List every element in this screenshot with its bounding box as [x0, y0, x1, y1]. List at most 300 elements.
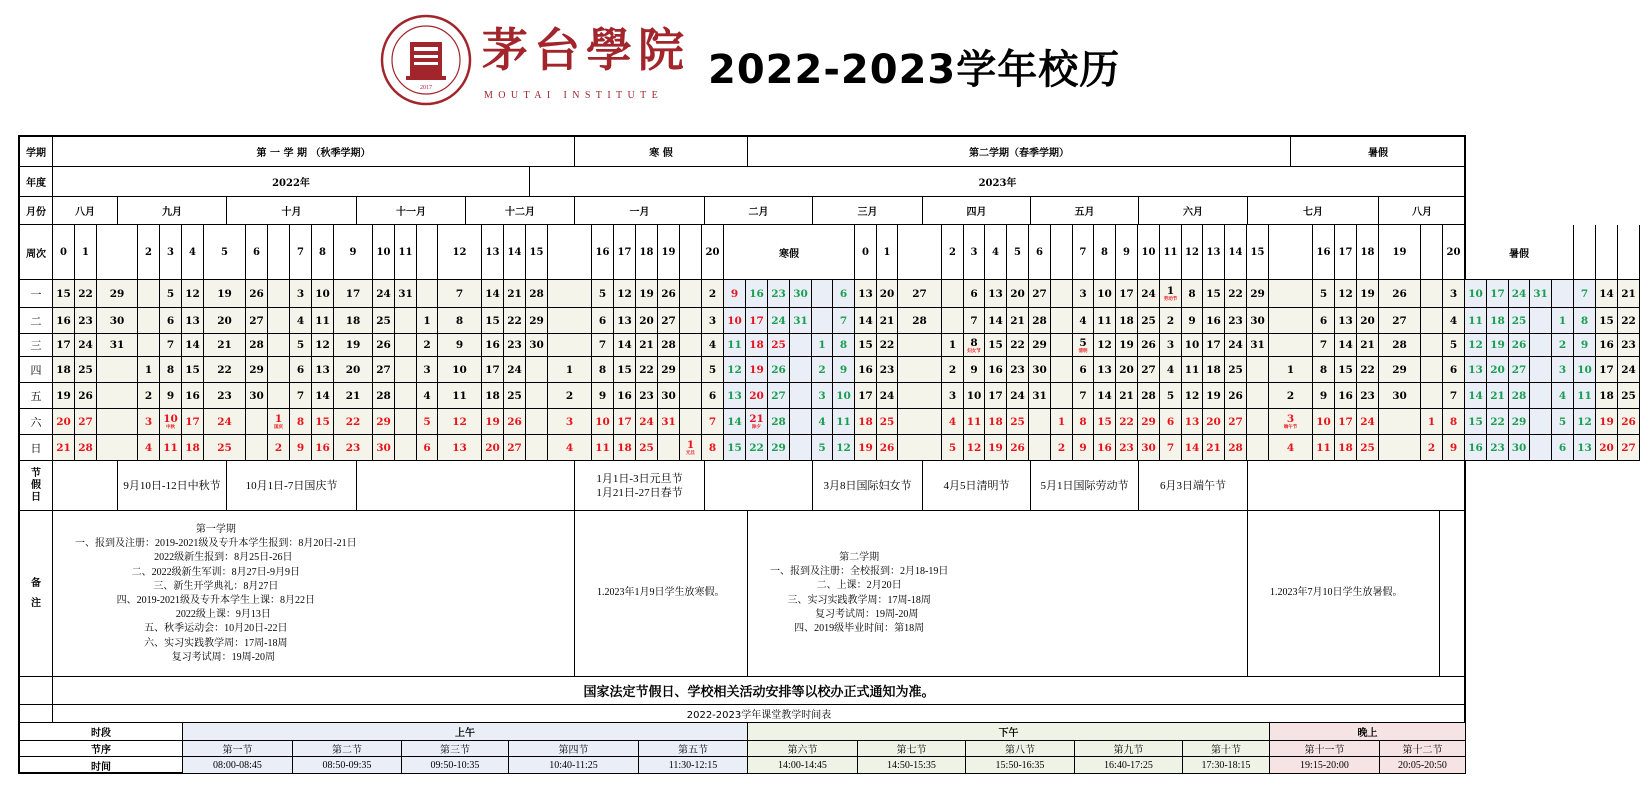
date-cell: 9: [1182, 308, 1203, 334]
date-cell: 19: [985, 435, 1007, 461]
date-cell: 13: [724, 383, 746, 409]
date-cell: 10: [724, 308, 746, 334]
date-cell: 17: [1335, 409, 1357, 435]
date-cell: [1051, 357, 1073, 383]
date-cell: 23: [877, 357, 898, 383]
date-cell: 23: [1225, 308, 1247, 334]
date-cell: 11: [724, 334, 746, 357]
date-cell: 9: [833, 357, 855, 383]
date-cell: [1530, 334, 1552, 357]
date-cell: 9: [290, 435, 312, 461]
date-cell: 22: [1116, 409, 1138, 435]
date-cell: [790, 383, 812, 409]
date-cell: 27: [658, 308, 680, 334]
date-cell: 10: [592, 409, 614, 435]
week-number: 0: [855, 225, 877, 280]
class-time: 15:50-16:35: [966, 757, 1075, 774]
vacation-winter: 寒假: [724, 225, 855, 280]
date-cell: 5: [702, 357, 724, 383]
date-cell: 23: [1487, 435, 1509, 461]
date-cell: 26: [1618, 409, 1640, 435]
date-cell: 27: [246, 308, 268, 334]
note-winter: [575, 511, 748, 677]
date-cell: 19: [53, 383, 75, 409]
class-time: 14:50-15:35: [858, 757, 966, 774]
date-cell: 16: [312, 435, 334, 461]
weekday-label: 二: [20, 308, 53, 334]
date-cell: 5: [1443, 334, 1465, 357]
date-cell: 23: [636, 383, 658, 409]
date-cell: 25: [204, 435, 246, 461]
class-slot: 第四节: [509, 741, 639, 757]
date-cell: [680, 409, 702, 435]
date-cell: 6: [592, 308, 614, 334]
date-cell: 13: [1465, 357, 1487, 383]
date-cell: [1029, 435, 1051, 461]
date-cell: 2: [417, 334, 438, 357]
date-cell: 2: [1160, 308, 1182, 334]
date-cell: 9: [1073, 435, 1094, 461]
week-number: 19: [658, 225, 680, 280]
date-cell: 7: [1160, 435, 1182, 461]
date-cell: 6: [1552, 435, 1574, 461]
week-number: 3: [160, 225, 182, 280]
date-cell: 15: [1094, 409, 1116, 435]
date-cell: [1247, 435, 1269, 461]
date-cell: 9: [1443, 435, 1465, 461]
class-slot: 第二节: [293, 741, 402, 757]
date-cell: 30: [97, 308, 138, 334]
class-slot: 第九节: [1075, 741, 1183, 757]
holiday-item: 9月10日-12日中秋节: [118, 461, 227, 511]
month-header: 十月: [227, 197, 357, 225]
holiday-item: 10月1日-7日国庆节: [227, 461, 357, 511]
date-cell: 3: [417, 357, 438, 383]
date-cell: 3: [138, 409, 160, 435]
date-cell: 29: [1029, 334, 1051, 357]
date-cell: 18: [1487, 308, 1509, 334]
date-cell: 1: [1269, 357, 1313, 383]
week-number: 15: [1247, 225, 1269, 280]
date-cell: [526, 383, 548, 409]
date-cell: 2: [1421, 435, 1443, 461]
date-cell: [395, 409, 417, 435]
date-cell: 13: [985, 280, 1007, 308]
date-cell: 29: [768, 435, 790, 461]
date-cell: 12: [312, 334, 334, 357]
date-cell: 30: [1029, 357, 1051, 383]
date-cell: 16: [855, 357, 877, 383]
date-cell: 28: [1138, 383, 1160, 409]
date-cell: 7: [160, 334, 182, 357]
date-cell: 30: [1138, 435, 1160, 461]
date-cell: 5: [1313, 280, 1335, 308]
date-cell: 19: [1596, 409, 1618, 435]
date-cell: 13: [438, 435, 482, 461]
header: [0, 0, 1487, 130]
date-cell: [268, 308, 290, 334]
date-cell: 25: [1357, 435, 1379, 461]
semester-header: 第二学期（春季学期）: [748, 137, 1291, 167]
vacation-summer: 暑假: [1465, 225, 1574, 280]
date-cell: 17: [53, 334, 75, 357]
date-cell: [1051, 308, 1073, 334]
date-cell: [942, 280, 964, 308]
blank: [20, 705, 53, 723]
date-cell: 24: [1225, 334, 1247, 357]
date-cell: [812, 308, 833, 334]
date-cell: 3: [942, 383, 964, 409]
date-cell: 14: [312, 383, 334, 409]
week-number: 16: [592, 225, 614, 280]
date-cell: 11: [438, 383, 482, 409]
date-cell: 10 中秋: [160, 409, 182, 435]
date-cell: 1: [417, 308, 438, 334]
date-cell: 22: [1618, 308, 1640, 334]
date-cell: 15: [1596, 308, 1618, 334]
date-cell: 2: [812, 357, 833, 383]
date-cell: [790, 357, 812, 383]
date-cell: 29: [658, 357, 680, 383]
date-cell: 16: [482, 334, 504, 357]
date-cell: 27: [373, 357, 395, 383]
week-number: 5: [204, 225, 246, 280]
date-cell: 2: [1552, 334, 1574, 357]
period-afternoon: 下午: [748, 723, 1270, 741]
date-cell: 26: [658, 280, 680, 308]
holiday-tag: 端午节: [1283, 425, 1298, 430]
date-cell: [1269, 280, 1313, 308]
date-cell: 27: [75, 409, 97, 435]
date-cell: 3: [1552, 357, 1574, 383]
date-cell: 2: [1269, 383, 1313, 409]
week-number: 2: [942, 225, 964, 280]
date-cell: 12: [833, 435, 855, 461]
weekday-label: 六: [20, 409, 53, 435]
date-cell: 23: [1007, 357, 1029, 383]
date-cell: 10: [1182, 334, 1203, 357]
date-cell: 3 端午节: [1269, 409, 1313, 435]
date-cell: [268, 383, 290, 409]
date-cell: 6: [1313, 308, 1335, 334]
date-cell: 26: [768, 357, 790, 383]
date-cell: 10: [1094, 280, 1116, 308]
date-cell: 18: [482, 383, 504, 409]
date-cell: 14: [1465, 383, 1487, 409]
class-slot: 第六节: [748, 741, 858, 757]
week-number: [97, 225, 138, 280]
month-header: 七月: [1248, 197, 1379, 225]
date-cell: 7: [438, 280, 482, 308]
date-cell: [395, 334, 417, 357]
date-cell: 4: [138, 435, 160, 461]
date-cell: [1530, 409, 1552, 435]
date-cell: 11: [592, 435, 614, 461]
date-cell: 24: [1138, 280, 1160, 308]
date-cell: 12: [614, 280, 636, 308]
date-cell: [548, 308, 592, 334]
date-cell: 12: [1335, 280, 1357, 308]
date-cell: 26: [246, 280, 268, 308]
date-cell: 14: [855, 308, 877, 334]
note-sem2: [748, 511, 1248, 677]
month-header: 八月: [1379, 197, 1466, 225]
date-cell: 28: [246, 334, 268, 357]
date-cell: 19: [1487, 334, 1509, 357]
date-cell: 12: [1574, 409, 1596, 435]
week-number: [1574, 225, 1596, 280]
date-cell: 3: [1073, 280, 1094, 308]
date-cell: 11: [964, 409, 985, 435]
date-cell: 4: [702, 334, 724, 357]
date-cell: [1530, 435, 1552, 461]
date-cell: 21: [1487, 383, 1509, 409]
date-cell: 27: [1225, 409, 1247, 435]
date-cell: 23: [204, 383, 246, 409]
date-cell: 14: [182, 334, 204, 357]
holiday-item: 1月1日-3日元旦节 1月21日-27日春节: [575, 461, 705, 511]
date-cell: 21: [504, 280, 526, 308]
week-number: 9: [1116, 225, 1138, 280]
date-cell: 17: [182, 409, 204, 435]
holiday-cell: [357, 461, 575, 511]
date-cell: 24: [1509, 280, 1530, 308]
date-cell: 17: [855, 383, 877, 409]
date-cell: 7: [290, 383, 312, 409]
date-cell: 30: [246, 383, 268, 409]
date-cell: [395, 357, 417, 383]
semester-header: 寒 假: [575, 137, 748, 167]
date-cell: [97, 383, 138, 409]
date-cell: 8: [1313, 357, 1335, 383]
date-cell: 17: [614, 409, 636, 435]
date-cell: 29: [1247, 280, 1269, 308]
date-cell: 25: [75, 357, 97, 383]
date-cell: 1 元旦: [680, 435, 702, 461]
date-cell: 21: [877, 308, 898, 334]
date-cell: 19: [855, 435, 877, 461]
date-cell: 18: [985, 409, 1007, 435]
date-cell: [1269, 334, 1313, 357]
date-cell: [1379, 409, 1421, 435]
date-cell: 3: [290, 280, 312, 308]
date-cell: 8 妇女节: [964, 334, 985, 357]
date-cell: 18: [746, 334, 768, 357]
date-cell: 15: [1465, 409, 1487, 435]
label-holiday: 节 假 日: [20, 461, 53, 511]
date-cell: 7: [702, 409, 724, 435]
date-cell: 18: [1203, 357, 1225, 383]
date-cell: 17: [1203, 334, 1225, 357]
date-cell: 8: [702, 435, 724, 461]
class-time: 10:40-11:25: [509, 757, 639, 774]
date-cell: [1421, 357, 1443, 383]
date-cell: [680, 280, 702, 308]
week-number: 16: [1313, 225, 1335, 280]
date-cell: [898, 357, 942, 383]
holiday-tag: 元旦: [686, 451, 695, 456]
date-cell: 27: [504, 435, 526, 461]
week-number: 17: [1335, 225, 1357, 280]
date-cell: 4: [812, 409, 833, 435]
date-cell: 16: [1203, 308, 1225, 334]
date-cell: 14: [1596, 280, 1618, 308]
date-cell: 22: [1225, 280, 1247, 308]
date-cell: 15: [985, 334, 1007, 357]
note-text: 1.2023年7月10日学生放暑假。: [1270, 587, 1403, 599]
date-cell: [138, 308, 160, 334]
holiday-tag: 清明: [1078, 348, 1088, 354]
date-cell: 9: [1574, 334, 1596, 357]
week-number: 2: [138, 225, 160, 280]
date-cell: 1: [138, 357, 160, 383]
date-cell: 7: [1313, 334, 1335, 357]
date-cell: 11: [1182, 357, 1203, 383]
date-cell: 29: [1138, 409, 1160, 435]
label-year: 年度: [20, 167, 53, 197]
date-cell: 1: [812, 334, 833, 357]
weekday-label: 一: [20, 280, 53, 308]
class-time: 17:30-18:15: [1183, 757, 1270, 774]
date-cell: 26: [1225, 383, 1247, 409]
period-evening: 晚上: [1270, 723, 1466, 741]
date-cell: 15: [53, 280, 75, 308]
date-cell: 2: [138, 383, 160, 409]
date-cell: [680, 308, 702, 334]
class-slot: 第八节: [966, 741, 1075, 757]
class-time: 20:05-20:50: [1380, 757, 1466, 774]
week-number: [548, 225, 592, 280]
date-cell: 10: [312, 280, 334, 308]
svg-text:2017: 2017: [420, 85, 432, 91]
date-cell: 5: [290, 334, 312, 357]
class-time: 14:00-14:45: [748, 757, 858, 774]
date-cell: 17: [1596, 357, 1618, 383]
date-cell: 6: [1073, 357, 1094, 383]
month-header: 五月: [1031, 197, 1139, 225]
week-number: 6: [246, 225, 268, 280]
date-cell: 26: [1007, 435, 1029, 461]
date-cell: 23: [1618, 334, 1640, 357]
label-month: 月份: [20, 197, 53, 225]
date-cell: 26: [373, 334, 395, 357]
date-cell: [680, 357, 702, 383]
date-cell: [812, 280, 833, 308]
date-cell: 10: [833, 383, 855, 409]
date-cell: 4: [1160, 357, 1182, 383]
week-number: 12: [1182, 225, 1203, 280]
date-cell: 29: [1509, 409, 1530, 435]
week-number: 19: [1379, 225, 1421, 280]
date-cell: 20: [636, 308, 658, 334]
date-cell: [1051, 383, 1073, 409]
date-cell: 31: [1247, 334, 1269, 357]
date-cell: 9: [964, 357, 985, 383]
date-cell: 25: [1618, 383, 1640, 409]
date-cell: 17: [1116, 280, 1138, 308]
date-cell: 16: [746, 280, 768, 308]
date-cell: 30: [526, 334, 548, 357]
date-cell: 3: [1160, 334, 1182, 357]
date-cell: 26: [1138, 334, 1160, 357]
holiday-tag: 除夕: [752, 425, 761, 430]
date-cell: 20: [1596, 435, 1618, 461]
semester-header: 第 一 学 期 （秋季学期）: [53, 137, 575, 167]
date-cell: 1: [1051, 409, 1073, 435]
date-cell: 25: [1509, 308, 1530, 334]
date-cell: [898, 383, 942, 409]
note-text: 第二学期 一、报到及注册：全校报到：2月18-19日 二、上课：2月20日 三、实习实践教学周：17周-18周 复习考试周：19周-20周 四、2019级毕业时间：第18周: [770, 551, 949, 634]
date-cell: 26: [877, 435, 898, 461]
date-cell: 25: [1007, 409, 1029, 435]
date-cell: 16: [985, 357, 1007, 383]
class-time: 08:50-09:35: [293, 757, 402, 774]
date-cell: 5: [160, 280, 182, 308]
date-cell: 15: [482, 308, 504, 334]
date-cell: 12: [182, 280, 204, 308]
class-slot: 第三节: [402, 741, 509, 757]
date-cell: 14: [724, 409, 746, 435]
date-cell: 29: [246, 357, 268, 383]
class-time: 16:40-17:25: [1075, 757, 1183, 774]
date-cell: [898, 435, 942, 461]
date-cell: 30: [658, 383, 680, 409]
date-cell: 14: [1182, 435, 1203, 461]
notice: 国家法定节假日、学校相关活动安排等以校办正式通知为准。: [53, 677, 1466, 705]
date-cell: 21: [1357, 334, 1379, 357]
date-cell: 15: [312, 409, 334, 435]
date-cell: [1421, 280, 1443, 308]
date-cell: 16: [614, 383, 636, 409]
date-cell: [268, 334, 290, 357]
class-time: 11:30-12:15: [639, 757, 748, 774]
date-cell: [138, 334, 160, 357]
date-cell: 19: [204, 280, 246, 308]
week-number: 15: [526, 225, 548, 280]
date-cell: 9: [592, 383, 614, 409]
date-cell: 31: [97, 334, 138, 357]
week-number: 1: [75, 225, 97, 280]
date-cell: 10: [1313, 409, 1335, 435]
date-cell: 24: [204, 409, 246, 435]
date-cell: 13: [182, 308, 204, 334]
note-blank: [1440, 511, 1466, 677]
schedule-title: 2022-2023学年课堂教学时间表: [53, 705, 1466, 723]
week-number: 4: [182, 225, 204, 280]
date-cell: 20: [53, 409, 75, 435]
semester-header: 暑假: [1291, 137, 1466, 167]
date-cell: [1421, 308, 1443, 334]
date-cell: [246, 409, 268, 435]
date-cell: 13: [312, 357, 334, 383]
date-cell: [1247, 357, 1269, 383]
date-cell: 20: [204, 308, 246, 334]
date-cell: 23: [1116, 435, 1138, 461]
date-cell: [1530, 383, 1552, 409]
date-cell: 15: [1335, 357, 1357, 383]
date-cell: 24: [1007, 383, 1029, 409]
date-cell: 8: [290, 409, 312, 435]
date-cell: [526, 409, 548, 435]
week-number: 11: [1160, 225, 1182, 280]
date-cell: 23: [1357, 383, 1379, 409]
date-cell: [1247, 383, 1269, 409]
date-cell: 23: [334, 435, 373, 461]
date-cell: 9: [724, 280, 746, 308]
seal-logo: [380, 14, 472, 106]
date-cell: 10: [1574, 357, 1596, 383]
date-cell: 7: [1574, 280, 1596, 308]
